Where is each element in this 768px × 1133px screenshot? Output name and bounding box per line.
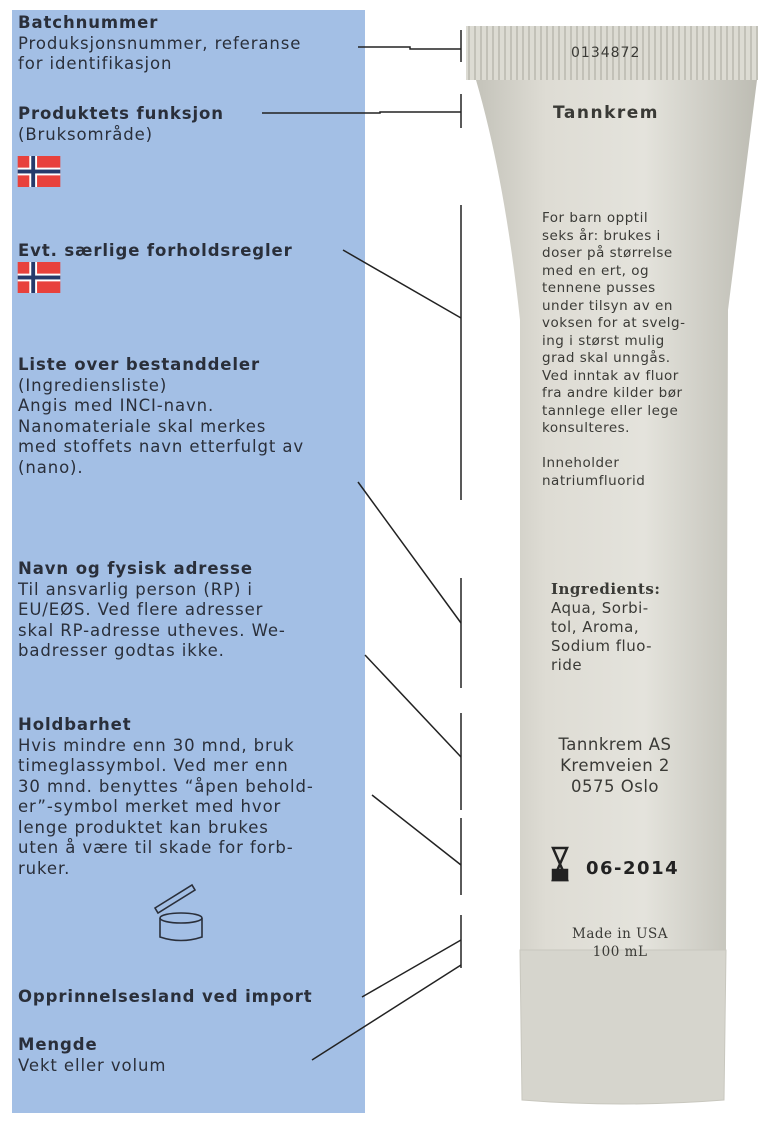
shelf-life-line: timeglassymbol. Ved mer enn: [18, 756, 289, 775]
warning-line: For barn opptil: [542, 210, 649, 226]
ingredients-line: Angis med INCI-navn.: [18, 396, 215, 415]
section-ingredients: [18, 355, 304, 478]
warning-line: grad skal unngås.: [542, 350, 671, 366]
contains-line: natriumfluorid: [542, 472, 646, 489]
tube-warning: [542, 210, 685, 490]
address-line: badresser godtas ikke.: [18, 641, 225, 660]
precautions-title: Evt. særlige forholdsregler: [18, 241, 293, 260]
address-line: skal RP-adresse utheves. We-: [18, 620, 286, 640]
tube-quantity: 100 mL: [592, 944, 648, 960]
tube-address: [540, 734, 690, 797]
warning-line: med en ert, og: [542, 262, 650, 279]
norwegian-flag-icon: [17, 262, 61, 293]
ingredients-line: tol, Aroma,: [551, 618, 640, 636]
address-line: Tannkrem AS: [558, 735, 672, 754]
address-line: Til ansvarlig person (RP) i: [18, 579, 253, 599]
tube-origin: Made in USA: [572, 926, 668, 942]
tube-product-name: Tannkrem: [553, 103, 660, 123]
ingredients-line: ride: [551, 656, 583, 674]
section-precautions: [18, 241, 293, 262]
ingredients-line: (nano).: [18, 457, 84, 477]
warning-line: fra andre kilder bør: [542, 385, 683, 401]
tube-ingredients-title: Ingredients:: [551, 580, 661, 598]
warning-line: under tilsyn av en: [542, 297, 673, 314]
section-address: [18, 559, 286, 662]
address-title: Navn og fysisk adresse: [18, 559, 253, 578]
ingredients-title: Liste over bestanddeler: [18, 355, 261, 374]
tube-expiry-date: 06-2014: [586, 858, 680, 879]
open-jar-icon: [155, 885, 202, 941]
section-quantity: [18, 1035, 166, 1076]
batch-line: for identifikasjon: [18, 54, 173, 73]
warning-line: Ved inntak av fluor: [542, 367, 679, 384]
tube-origin-quantity: [550, 925, 690, 961]
warning-line: ing i størst mulig: [542, 332, 665, 349]
section-shelf-life: [18, 715, 314, 879]
warning-line: konsulteres.: [542, 420, 630, 436]
tube-bottom: [520, 950, 726, 1104]
ingredients-line: med stoffets navn etterfulgt av: [18, 437, 305, 456]
shelf-life-line: er”-symbol merket med hvor: [18, 797, 282, 816]
function-title: Produktets funksjon: [18, 104, 224, 123]
section-function: [18, 104, 224, 145]
shelf-life-line: ruker.: [18, 858, 71, 878]
ingredients-line: (Ingrediensliste): [18, 375, 168, 395]
batch-line: Produksjonsnummer, referanse: [18, 33, 302, 53]
shelf-life-line: Hvis mindre enn 30 mnd, bruk: [18, 735, 295, 755]
shelf-life-title: Holdbarhet: [18, 715, 132, 734]
batch-title: Batchnummer: [18, 13, 159, 32]
warning-line: tennene pusses: [542, 280, 656, 296]
tube-ingredients: [551, 580, 660, 675]
warning-line: doser på størrelse: [542, 245, 673, 261]
shelf-life-line: lenge produktet kan brukes: [18, 817, 269, 837]
address-line: 0575 Oslo: [571, 777, 659, 796]
origin-title: Opprinnelsesland ved import: [18, 987, 313, 1006]
connector-lines: [262, 30, 461, 1060]
address-line: Kremveien 2: [560, 756, 670, 775]
norwegian-flag-icon: [17, 156, 61, 187]
contains-line: Inneholder: [542, 455, 620, 471]
ingredients-line: Aqua, Sorbi-: [551, 599, 649, 617]
section-origin: [18, 987, 313, 1008]
function-line: (Bruksområde): [18, 124, 153, 144]
tube-batch-number: 0134872: [571, 45, 641, 61]
address-line: EU/EØS. Ved flere adresser: [18, 600, 264, 619]
warning-line: voksen for at svelg-: [542, 315, 686, 331]
section-batch: [18, 13, 301, 75]
warning-line: tannlege eller lege: [542, 402, 679, 419]
quantity-title: Mengde: [18, 1035, 98, 1054]
ingredients-line: Sodium fluo-: [551, 637, 653, 655]
shelf-life-line: uten å være til skade for forb-: [18, 838, 294, 857]
warning-line: seks år: brukes i: [542, 227, 661, 244]
quantity-line: Vekt eller volum: [18, 1055, 167, 1075]
ingredients-line: Nanomateriale skal merkes: [18, 416, 267, 436]
shelf-life-line: 30 mnd. benyttes “åpen behold-: [18, 776, 314, 796]
